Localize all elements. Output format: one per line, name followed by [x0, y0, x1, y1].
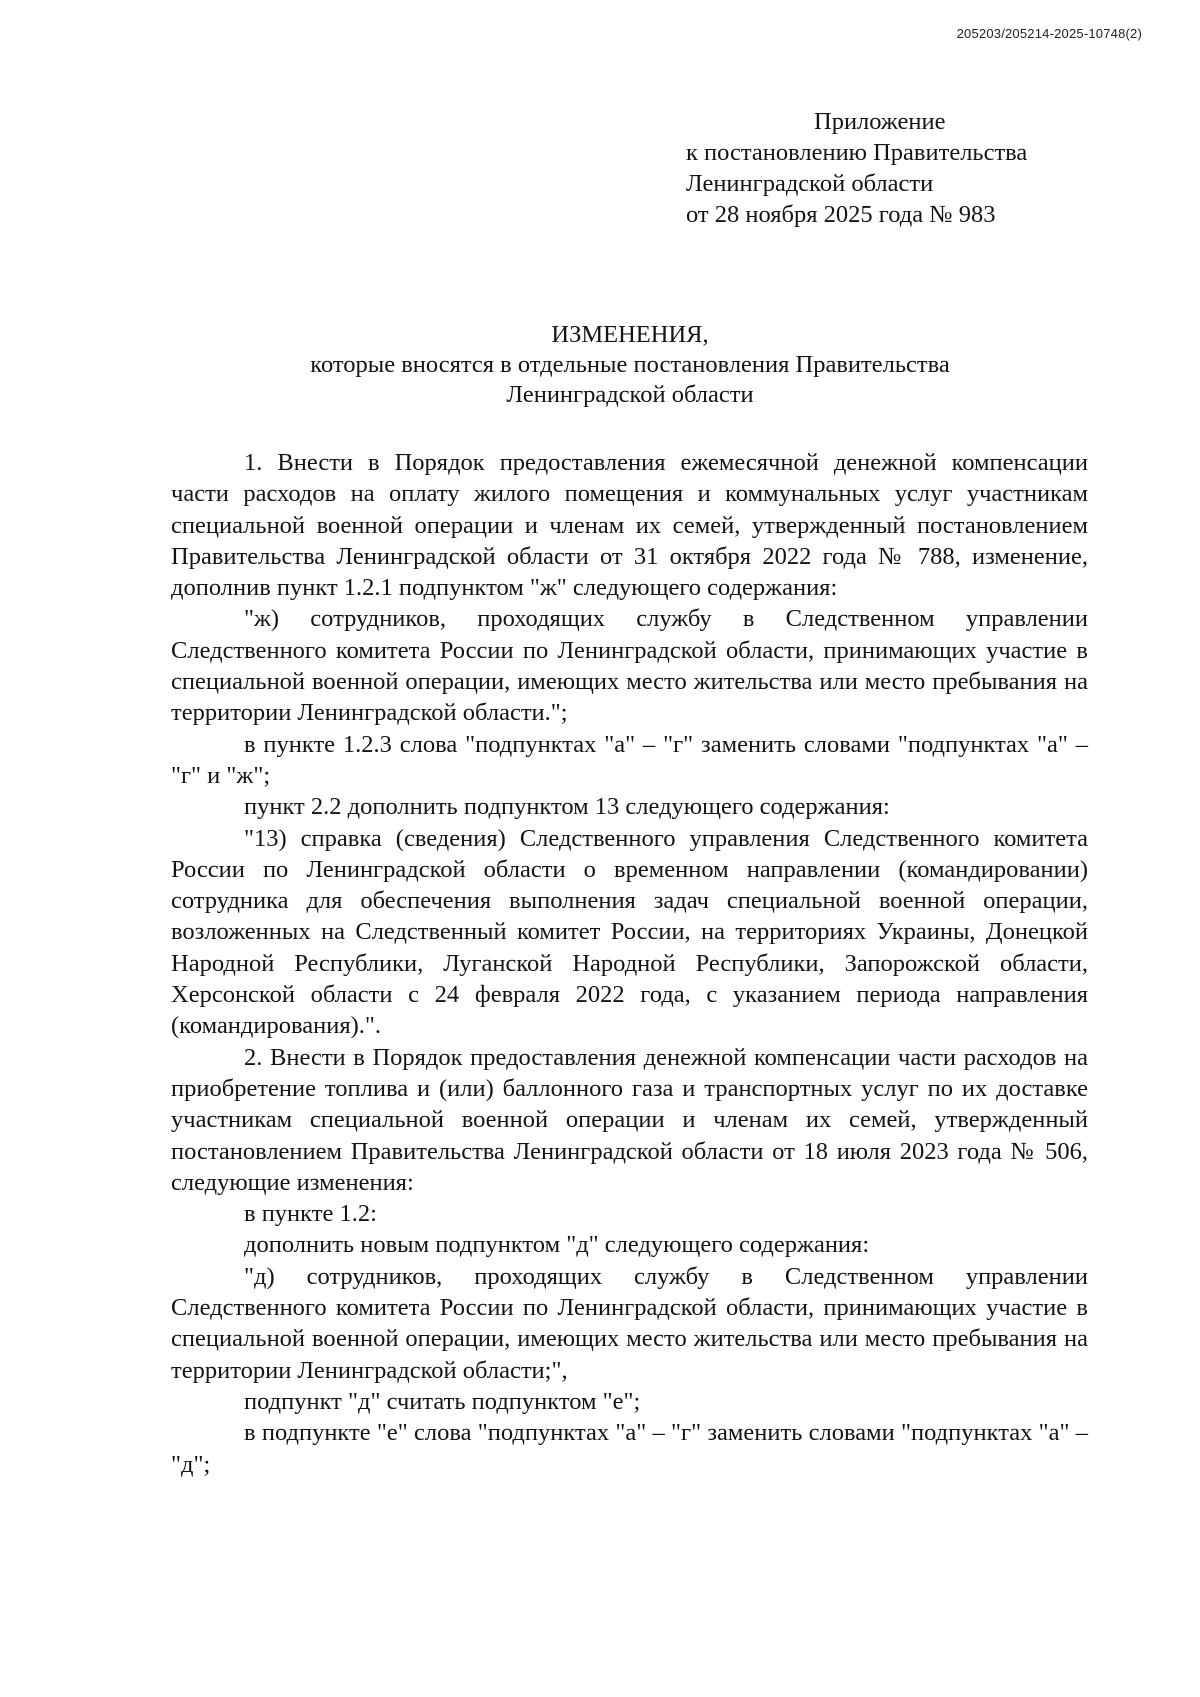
paragraph-in-1-2: в пункте 1.2: [244, 1200, 377, 1228]
paragraph-item-1: 1. Внести в Порядок предоставления ежемесячной денежной компенсации части расходов на оплату жилого помещения и коммунальных услуг участникам специальной военной операции и членам их семей, утвержденный постановлением Правительства Ленинградской области от 31 октября 2022 года № 788, изменение, дополнив пункт 1.2.1 подпунктом "ж" следующего содержания: [171, 449, 1088, 602]
appendix-region-line: Ленинградской области [686, 170, 934, 197]
paragraph-rename-d-to-e: подпункт "д" считать подпунктом "е"; [244, 1387, 641, 1415]
paragraph-amend-1-2-3: в пункте 1.2.3 слова "подпунктах "а" – "г" заменить словами "подпунктах "а" – "г" и "ж"; [171, 730, 1088, 789]
appendix-resolution-line: к постановлению Правительства [686, 139, 1028, 166]
document-subtitle-line-2: Ленинградской области [506, 381, 754, 408]
paragraph-add-subitem-d: дополнить новым подпунктом "д" следующего содержания: [244, 1231, 870, 1259]
document-subtitle-line-1: которые вносятся в отдельные постановления Правительства [310, 351, 950, 378]
appendix-block [686, 106, 1027, 230]
paragraph-subitem-13: "13) справка (сведения) Следственного управления Следственного комитета России по Ленинградской области о временном направлении (командировании) сотрудника для обеспечения выполнения задач специальной военной операции, возложенных на Следственный комитет России, на территориях Украины, Донецкой Народной Республики, Луганской Народной Республики, Запорожской области, Херсонской области с 24 февраля 2022 года, с указанием периода направления (командирования).". [171, 824, 1088, 1040]
paragraph-amend-2-2: пункт 2.2 дополнить подпунктом 13 следующего содержания: [244, 793, 890, 821]
document-id: 205203/205214-2025-10748(2) [956, 26, 1142, 41]
paragraph-subitem-zh: "ж) сотрудников, проходящих службу в Следственном управлении Следственного комитета России по Ленинградской области, принимающих участие в специальной военной операции, имеющих место жительства или место пребывания на территории Ленинградской области."; [171, 605, 1088, 727]
document-heading: ИЗМЕНЕНИЯ, [551, 321, 709, 348]
appendix-date-number-line: от 28 ноября 2025 года № 983 [686, 201, 996, 228]
paragraph-amend-subitem-e: в подпункте "е" слова "подпунктах "а" – "г" заменить словами "подпунктах "а" – "д"; [171, 1419, 1088, 1478]
paragraph-item-2: 2. Внести в Порядок предоставления денежной компенсации части расходов на приобретение топлива и (или) баллонного газа и транспортных услуг по их доставке участникам специальной военной операции и членам их семей, утвержденный постановлением Правительства Ленинградской области от 18 июля 2023 года № 506, следующие изменения: [171, 1043, 1088, 1196]
paragraph-subitem-d: "д) сотрудников, проходящих службу в Следственном управлении Следственного комитета России по Ленинградской области, принимающих участие в специальной военной операции, имеющих место жительства или место пребывания на территории Ленинградской области;", [171, 1262, 1088, 1384]
document-body [171, 447, 1088, 1480]
document-title-block [0, 320, 1200, 410]
appendix-label: Приложение [814, 108, 946, 135]
